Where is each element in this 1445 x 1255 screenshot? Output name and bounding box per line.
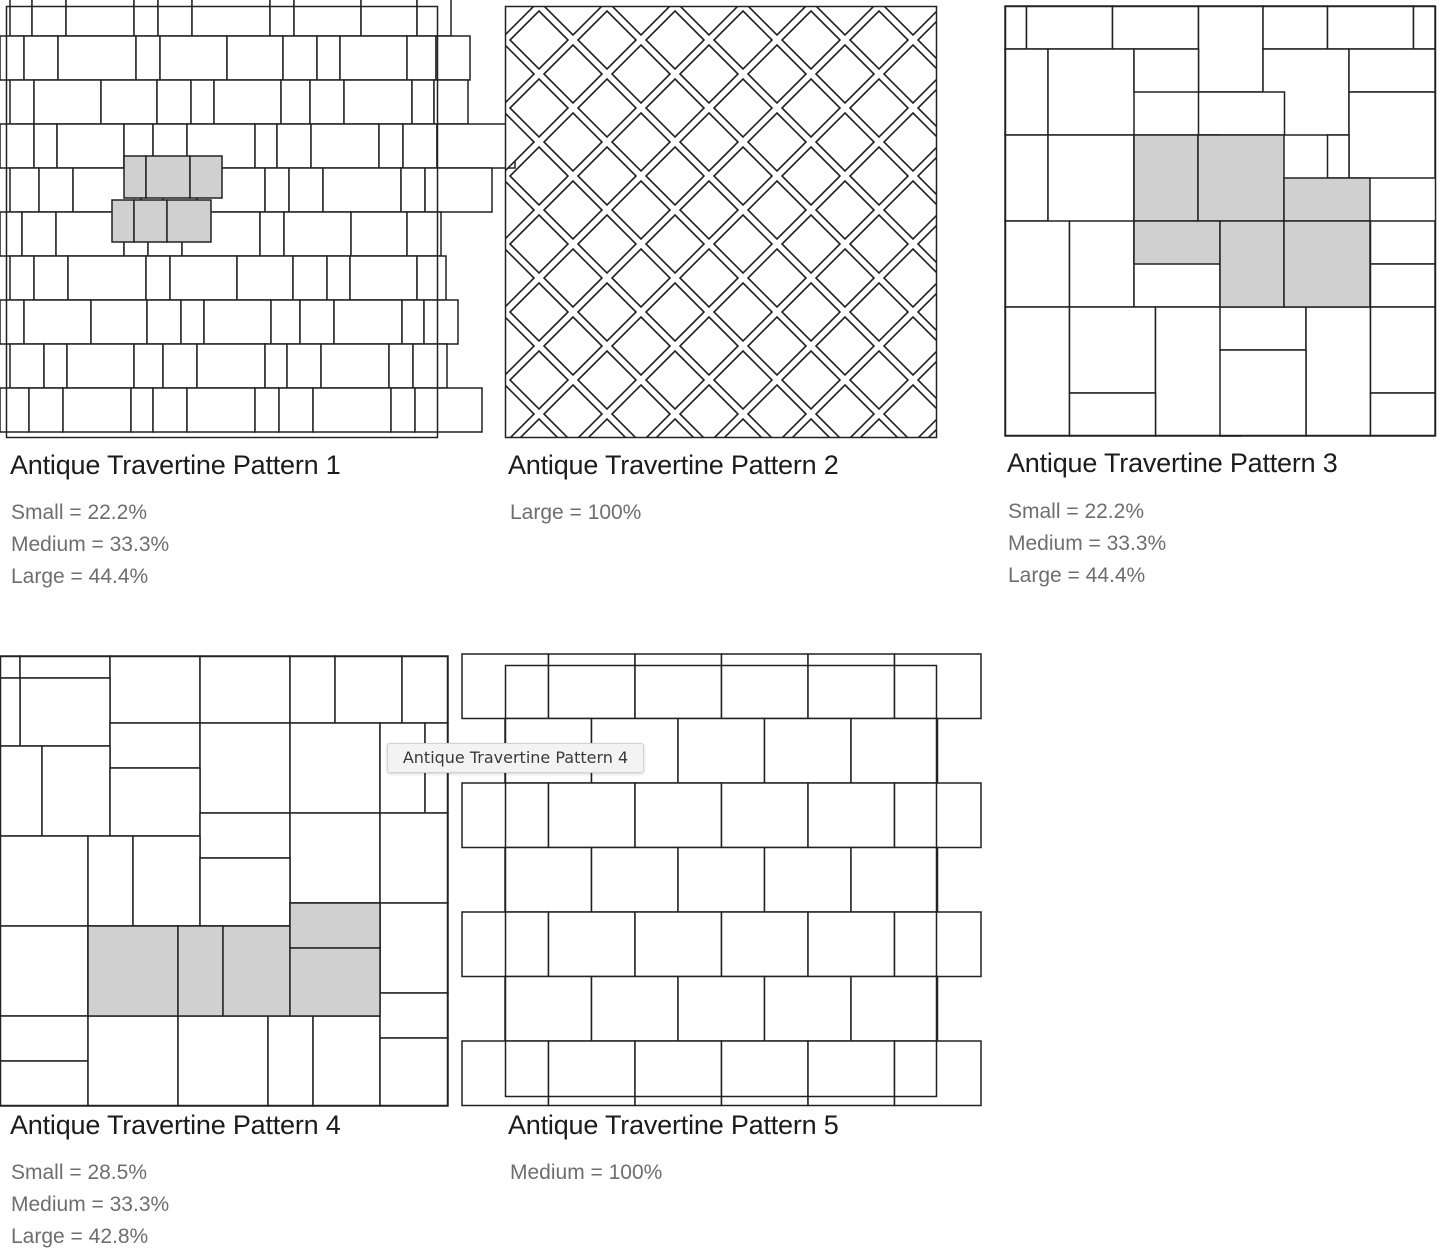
pattern-1-title[interactable]: Antique Travertine Pattern 1 <box>10 450 341 480</box>
pattern-3-stats <box>1008 496 1166 592</box>
running-bond-tile-icon <box>6 6 438 438</box>
pattern-1-stats <box>11 497 169 593</box>
pattern-3-title[interactable]: Antique Travertine Pattern 3 <box>1007 448 1338 478</box>
stat-medium: Medium = 33.3% <box>11 1193 170 1216</box>
pattern-tooltip: Antique Travertine Pattern 4 <box>387 743 644 773</box>
stat-medium: Medium = 33.3% <box>11 533 170 556</box>
brick-bond-tile-icon <box>505 665 937 1097</box>
pattern-5-stats <box>510 1157 662 1189</box>
pattern-2-title[interactable]: Antique Travertine Pattern 2 <box>508 450 839 480</box>
pattern-2-stats <box>510 497 641 529</box>
versailles-tile-icon <box>1005 6 1436 436</box>
pattern-5-title[interactable]: Antique Travertine Pattern 5 <box>508 1110 839 1140</box>
pattern-5-thumbnail[interactable] <box>505 665 937 1097</box>
pattern-3-thumbnail[interactable] <box>1005 6 1436 436</box>
pattern-4-thumbnail[interactable] <box>0 656 448 1106</box>
stat-small: Small = 22.2% <box>1008 500 1144 523</box>
pattern-4-title[interactable]: Antique Travertine Pattern 4 <box>10 1110 341 1140</box>
pattern-1-thumbnail[interactable] <box>6 6 438 438</box>
stat-large: Large = 44.4% <box>1008 564 1146 587</box>
stat-large: Large = 42.8% <box>11 1225 149 1248</box>
stat-large: Large = 100% <box>510 501 642 524</box>
french-pattern-tile-icon <box>0 656 448 1106</box>
stat-small: Small = 28.5% <box>11 1161 147 1184</box>
stat-medium: Medium = 100% <box>510 1161 663 1184</box>
stat-small: Small = 22.2% <box>11 501 147 524</box>
stat-medium: Medium = 33.3% <box>1008 532 1167 555</box>
pattern-2-thumbnail[interactable] <box>505 6 937 438</box>
pattern-4-stats <box>11 1157 169 1253</box>
stat-large: Large = 44.4% <box>11 565 149 588</box>
diagonal-diamond-tile-icon <box>505 6 937 438</box>
